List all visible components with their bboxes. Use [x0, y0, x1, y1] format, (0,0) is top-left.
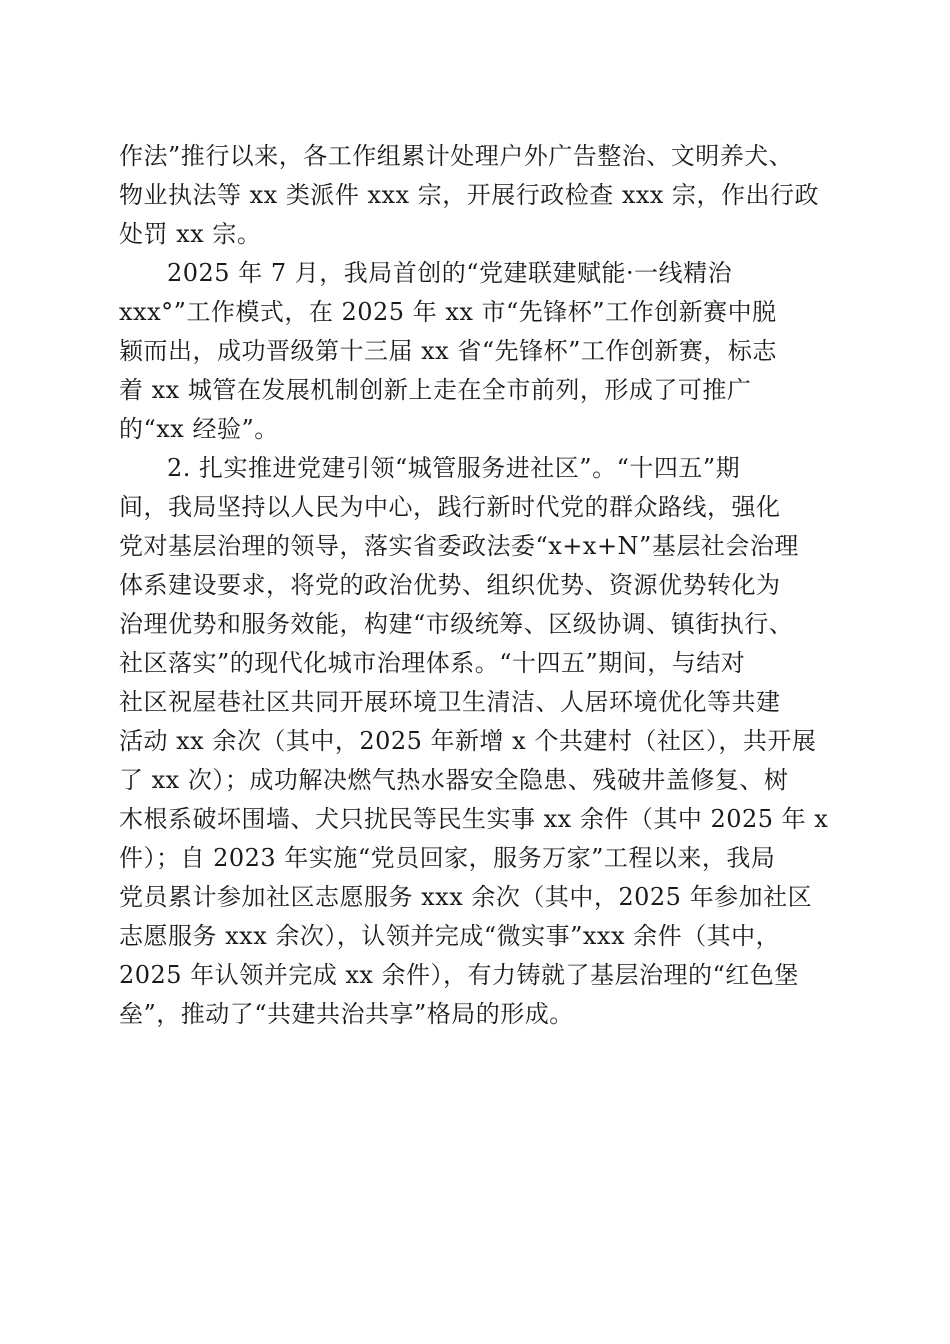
- paragraph-1-line-1: 作法”推行以来，各工作组累计处理户外广告整治、文明养犬、: [119, 142, 794, 170]
- paragraph-1-line-3: 处罚 xx 宗。: [119, 220, 262, 248]
- paragraph-3-line-3: 党对基层治理的领导，落实省委政法委“x+x+N”基层社会治理: [119, 532, 799, 560]
- paragraph-3-line-11: 件）；自 2023 年实施“党员回家，服务万家”工程以来，我局: [119, 844, 776, 872]
- paragraph-3-line-12: 党员累计参加社区志愿服务 xxx 余次（其中，2025 年参加社区: [119, 883, 813, 911]
- paragraph-3-line-4: 体系建设要求，将党的政治优势、组织优势、资源优势转化为: [119, 571, 781, 599]
- paragraph-2-line-3: 颖而出，成功晋级第十三届 xx 省“先锋杯”工作创新赛，标志: [119, 337, 777, 365]
- paragraph-3-line-14: 2025 年认领并完成 xx 余件），有力铸就了基层治理的“红色堡: [119, 961, 799, 989]
- paragraph-2-line-4: 着 xx 城管在发展机制创新上走在全市前列，形成了可推广: [119, 376, 752, 404]
- paragraph-2-line-5: 的“xx 经验”。: [119, 415, 279, 443]
- body-text: [119, 137, 849, 1034]
- paragraph-3-line-10: 木根系破坏围墙、犬只扰民等民生实事 xx 余件（其中 2025 年 x: [119, 805, 829, 833]
- paragraph-3-line-5: 治理优势和服务效能，构建“市级统筹、区级协调、镇街执行、: [119, 610, 794, 638]
- paragraph-3-line-2: 间，我局坚持以人民为中心，践行新时代党的群众路线，强化: [119, 493, 781, 521]
- paragraph-2-line-2: xxx°”工作模式，在 2025 年 xx 市“先锋杯”工作创新赛中脱: [119, 298, 777, 326]
- paragraph-3-line-13: 志愿服务 xxx 余次），认领并完成“微实事”xxx 余件（其中，: [119, 922, 781, 950]
- paragraph-3-line-9: 了 xx 次）；成功解决燃气热水器安全隐患、残破井盖修复、树: [119, 766, 789, 794]
- paragraph-3-line-15: 垒”，推动了“共建共治共享”格局的形成。: [119, 1000, 574, 1028]
- paragraph-3-line-6: 社区落实”的现代化城市治理体系。“十四五”期间，与结对: [119, 649, 746, 677]
- paragraph-3-line-8: 活动 xx 余次（其中，2025 年新增 x 个共建村（社区），共开展: [119, 727, 817, 755]
- paragraph-1-line-2: 物业执法等 xx 类派件 xxx 宗，开展行政检查 xxx 宗，作出行政: [119, 181, 820, 209]
- paragraph-3-line-7: 社区祝屋巷社区共同开展环境卫生清洁、人居环境优化等共建: [119, 688, 781, 716]
- paragraph-2-line-1: 2025 年 7 月，我局首创的“党建联建赋能·一线精治: [167, 259, 733, 287]
- paragraph-3-line-1: 2. 扎实推进党建引领“城管服务进社区”。“十四五”期: [167, 454, 741, 482]
